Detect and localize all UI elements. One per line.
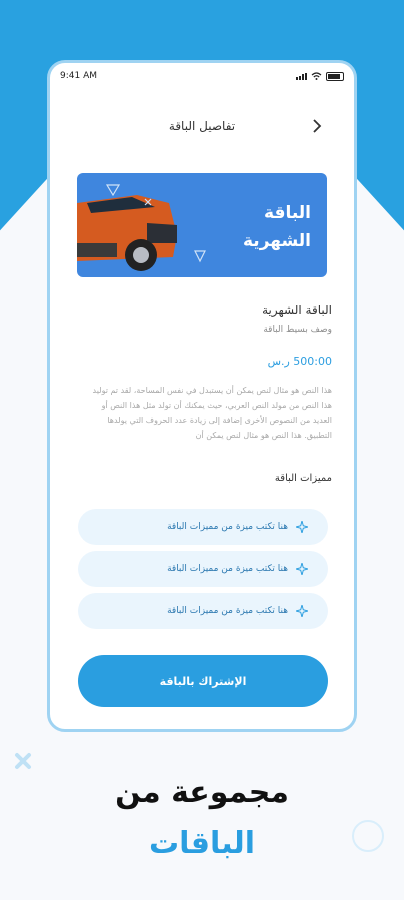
banner-title: الباقة الشهرية [243,203,311,251]
package-title: الباقة الشهرية [262,303,332,317]
battery-icon [326,72,344,81]
package-banner [77,173,327,277]
package-details-text: هذا النص هو مثال لنص يمكن أن يستبدل في نفس المساحة، لقد تم توليد هذا النص من مولد النص العربي، حيث يمكنك أن تولد مثل هذا النص أو العديد من النصوص الأخرى إضافة إلى زيادة عدد الحروف التي يولدها التطبيق. هذا النص هو مثال لنص يمكن أن [92,386,332,440]
wifi-icon [311,72,322,80]
package-description: وصف بسيط الباقة [263,325,332,335]
status-time: 9:41 AM [60,71,97,81]
signal-icon [296,73,307,80]
feature-item: هنا تكتب ميزة من مميزات الباقة [78,593,328,629]
page-title: تفاصيل الباقة [168,119,236,133]
subscribe-button[interactable]: الإشتراك بالباقة [78,655,328,707]
promo-title-line1: مجموعة من [115,775,289,810]
status-icons [296,72,344,81]
feature-item: هنا تكتب ميزة من مميزات الباقة [78,509,328,545]
feature-item: هنا تكتب ميزة من مميزات الباقة [78,551,328,587]
status-bar [50,63,354,89]
back-button[interactable] [302,111,332,141]
chevron-right-icon [312,118,322,134]
phone-frame [47,60,357,732]
background-top [0,0,404,60]
sparkle-icon [296,521,308,533]
sparkle-icon [296,563,308,575]
promo-title-line2: الباقات [148,826,256,861]
decorative-x-icon [12,750,34,772]
package-price: 500:00 ر.س [267,355,332,368]
features-heading: مميزات الباقة [274,473,332,484]
sparkle-icon [296,605,308,617]
